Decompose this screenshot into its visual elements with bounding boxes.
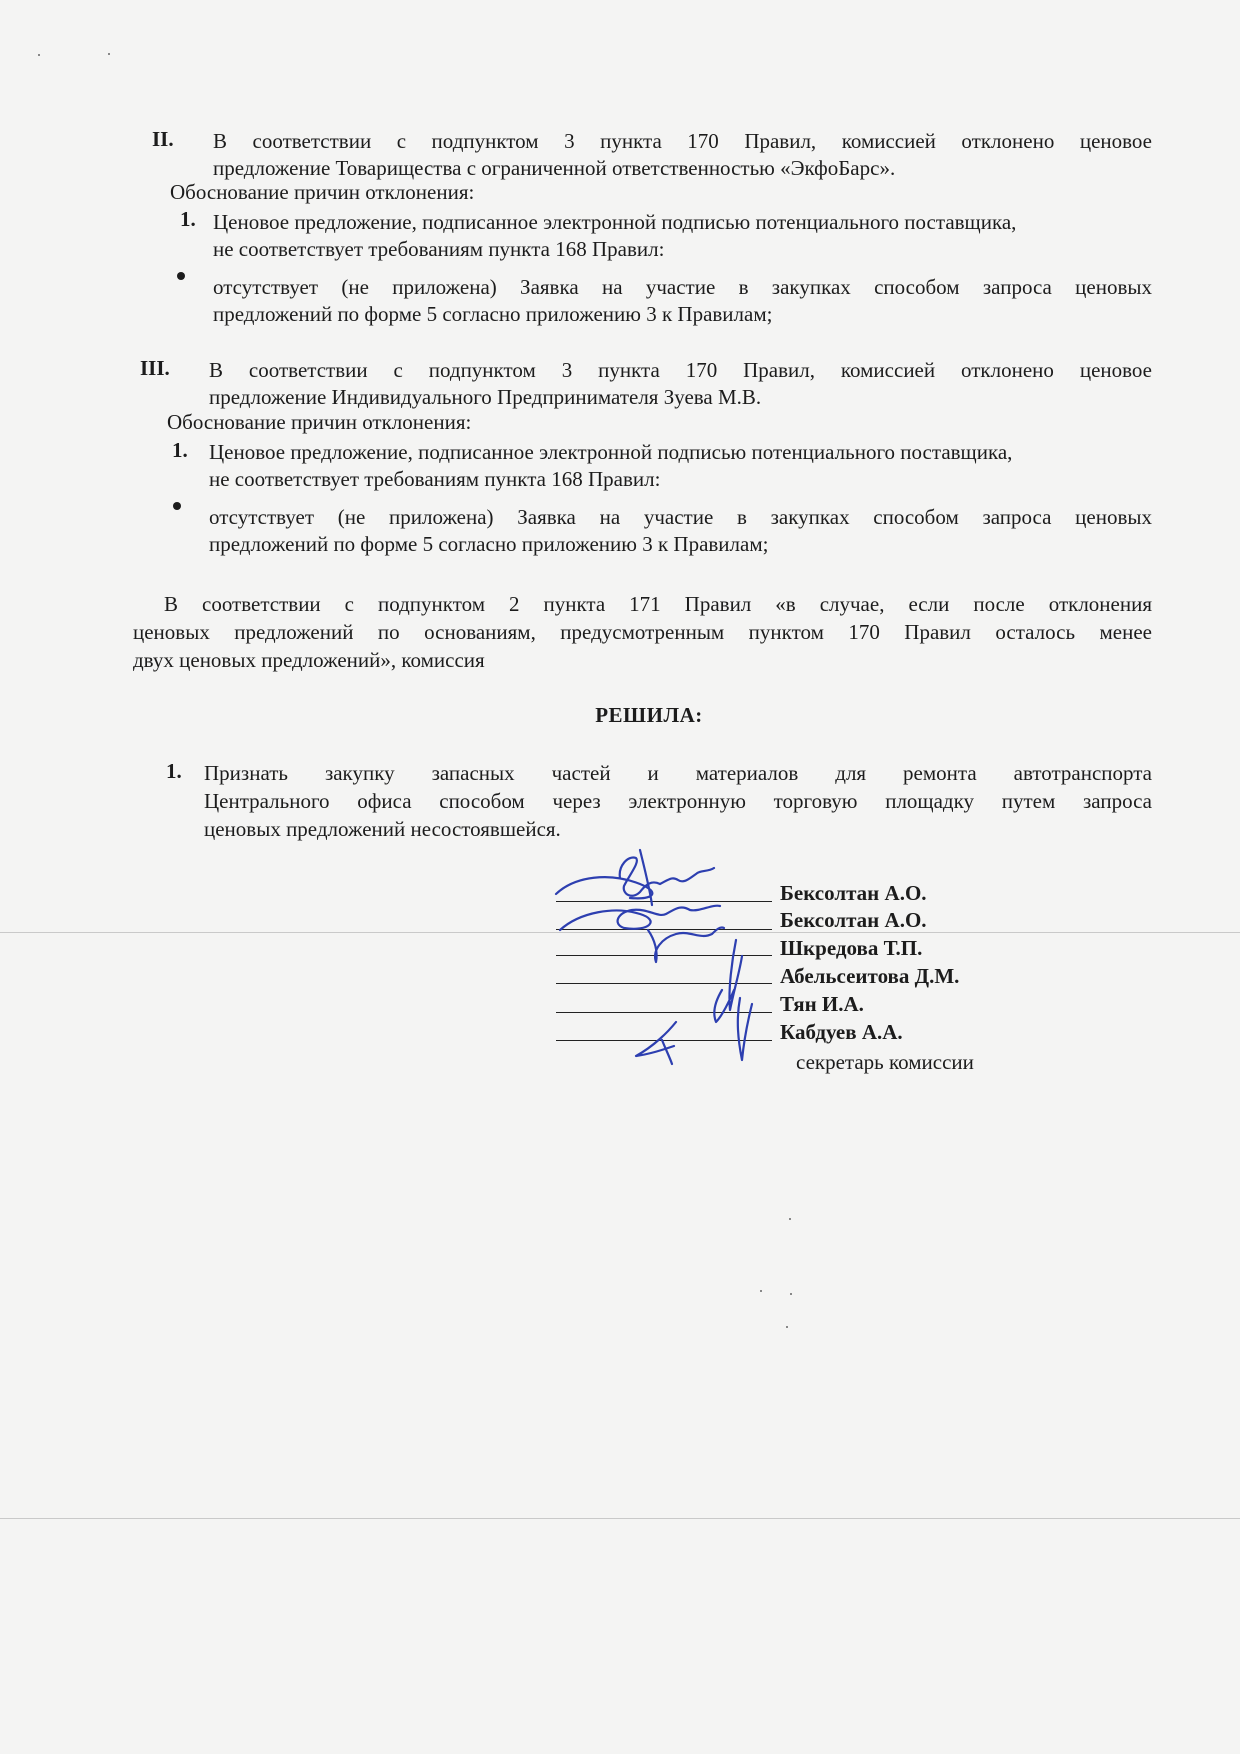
conclusion-line: ценовых предложений по основаниям, предусмотренным пунктом 170 Правил осталось менее [133, 620, 1152, 644]
signatory-name: Шкредова Т.П. [780, 936, 923, 960]
reason-label: Обоснование причин отклонения: [170, 180, 475, 204]
decision-line: Центрального офиса способом через электронную торговую площадку путем запроса [204, 789, 1152, 813]
conclusion-line: В соответствии с подпунктом 2 пункта 171 Правил «в случае, если после отклонения [164, 592, 1152, 616]
signature-6-mark [636, 1022, 676, 1064]
reason-item-line: Ценовое предложение, подписанное электронной подписью потенциального поставщика, [209, 440, 1013, 464]
decision-line: Признать закупку запасных частей и материалов для ремонта автотранспорта [204, 761, 1152, 785]
secretary-note: секретарь комиссии [796, 1050, 974, 1074]
reason-label: Обоснование причин отклонения: [167, 410, 472, 434]
bullet-line: предложений по форме 5 согласно приложению 3 к Правилам; [213, 302, 773, 326]
reason-item-line: не соответствует требованиям пункта 168 Правил: [209, 467, 661, 491]
signature-2-mark [560, 906, 720, 930]
section-numeral: III. [140, 356, 170, 380]
signature-3-mark [648, 927, 724, 962]
signature-1-mark [556, 850, 714, 905]
reason-item-line: Ценовое предложение, подписанное электронной подписью потенциального поставщика, [213, 210, 1017, 234]
bullet-line: отсутствует (не приложена) Заявка на участие в закупках способом запроса ценовых [213, 275, 1152, 299]
decision-heading: РЕШИЛА: [595, 703, 703, 727]
signatory-name: Бексолтан А.О. [780, 908, 927, 932]
reason-item-number: 1. [180, 207, 196, 231]
decision-item-number: 1. [166, 759, 182, 783]
bullet-line: отсутствует (не приложена) Заявка на участие в закупках способом запроса ценовых [209, 505, 1152, 529]
section-numeral: II. [152, 127, 174, 151]
signatory-name: Бексолтан А.О. [780, 881, 927, 905]
conclusion-line: двух ценовых предложений», комиссия [133, 648, 485, 672]
section-intro-line: предложение Индивидуального Предпринимателя Зуева М.В. [209, 385, 762, 409]
decision-line: ценовых предложений несостоявшейся. [204, 817, 561, 841]
bullet-line: предложений по форме 5 согласно приложению 3 к Правилам; [209, 532, 769, 556]
signatory-name: Абельсеитова Д.М. [780, 964, 960, 988]
signatory-name: Кабдуев А.А. [780, 1020, 903, 1044]
section-intro-line: В соответствии с подпунктом 3 пункта 170 Правил, комиссией отклонено ценовое [209, 358, 1152, 382]
reason-item-number: 1. [172, 438, 188, 462]
section-intro-line: предложение Товарищества с ограниченной ответственностью «ЭкфоБарс». [213, 156, 896, 180]
signature-5-mark [738, 998, 752, 1060]
signatory-name: Тян И.А. [780, 992, 864, 1016]
section-intro-line: В соответствии с подпунктом 3 пункта 170 Правил, комиссией отклонено ценовое [213, 129, 1152, 153]
reason-item-line: не соответствует требованиям пункта 168 Правил: [213, 237, 665, 261]
